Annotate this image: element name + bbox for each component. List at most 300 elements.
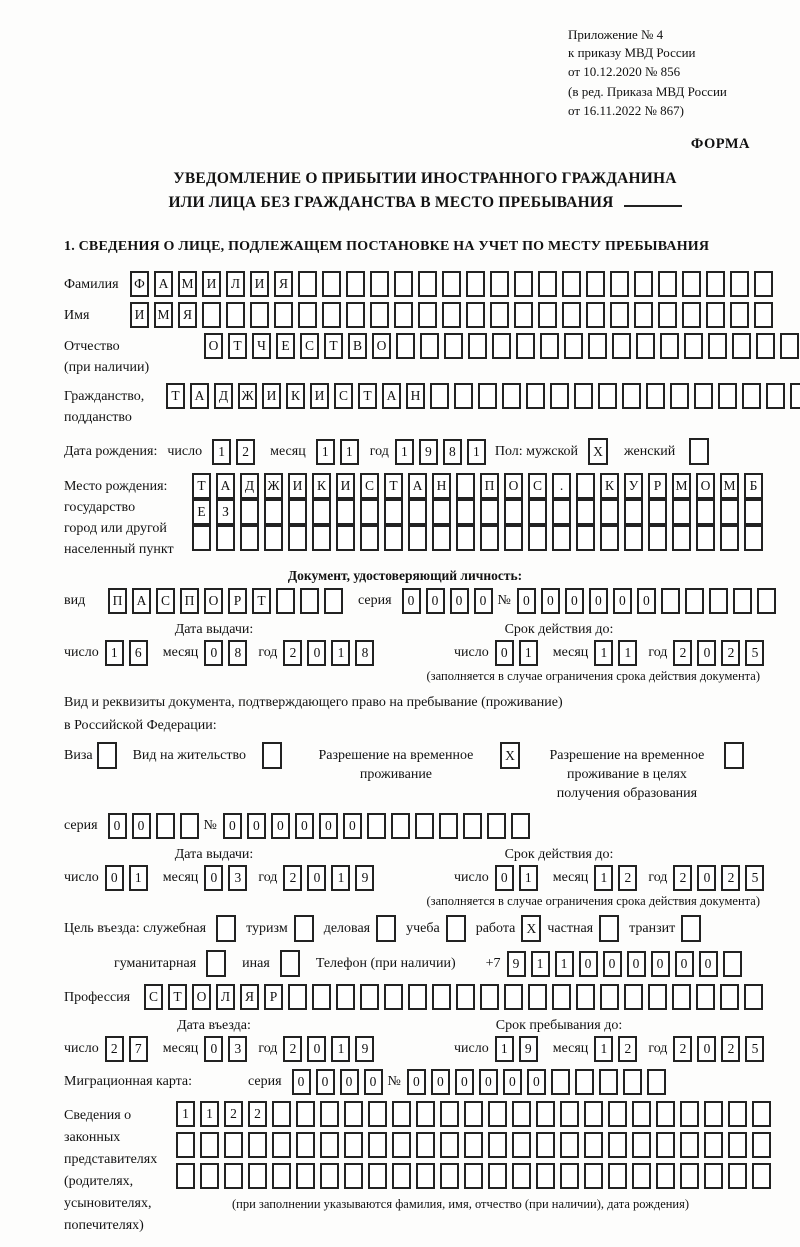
form-cell[interactable]: [560, 1132, 579, 1158]
form-cell[interactable]: П: [108, 588, 127, 614]
form-cell[interactable]: [661, 588, 680, 614]
form-cell[interactable]: 1: [594, 1036, 613, 1062]
form-cell[interactable]: [584, 1163, 603, 1189]
form-cell[interactable]: А: [216, 473, 235, 499]
form-cell[interactable]: [298, 271, 317, 297]
form-cell[interactable]: [392, 1132, 411, 1158]
form-cell[interactable]: 2: [105, 1036, 124, 1062]
form-cell[interactable]: [512, 1132, 531, 1158]
form-cell[interactable]: [312, 984, 331, 1010]
form-cell[interactable]: [511, 813, 530, 839]
temp-residence-checkbox[interactable]: X: [500, 742, 520, 769]
form-cell[interactable]: М: [154, 302, 173, 328]
form-cell[interactable]: 0: [132, 813, 151, 839]
form-cell[interactable]: 1: [495, 1036, 514, 1062]
visa-checkbox[interactable]: [97, 742, 117, 769]
form-cell[interactable]: [730, 271, 749, 297]
form-cell[interactable]: [632, 1163, 651, 1189]
form-cell[interactable]: Е: [192, 499, 211, 525]
form-cell[interactable]: 0: [675, 951, 694, 977]
form-cell[interactable]: Ж: [264, 473, 283, 499]
form-cell[interactable]: [757, 588, 776, 614]
form-cell[interactable]: 1: [129, 865, 148, 891]
form-cell[interactable]: 0: [603, 951, 622, 977]
form-cell[interactable]: [526, 383, 545, 409]
form-cell[interactable]: [685, 588, 704, 614]
form-cell[interactable]: 9: [419, 439, 438, 465]
form-cell[interactable]: [392, 1101, 411, 1127]
form-cell[interactable]: [444, 333, 463, 359]
form-cell[interactable]: [696, 499, 715, 525]
form-cell[interactable]: [744, 499, 763, 525]
form-cell[interactable]: 2: [673, 640, 692, 666]
form-cell[interactable]: [656, 1101, 675, 1127]
form-cell[interactable]: [320, 1132, 339, 1158]
form-cell[interactable]: [744, 525, 763, 551]
form-cell[interactable]: Д: [214, 383, 233, 409]
form-cell[interactable]: [466, 271, 485, 297]
form-cell[interactable]: [456, 984, 475, 1010]
form-cell[interactable]: Т: [252, 588, 271, 614]
form-cell[interactable]: [742, 383, 761, 409]
form-cell[interactable]: [490, 302, 509, 328]
form-cell[interactable]: Н: [406, 383, 425, 409]
form-cell[interactable]: [288, 984, 307, 1010]
form-cell[interactable]: [408, 499, 427, 525]
form-cell[interactable]: 2: [618, 1036, 637, 1062]
form-cell[interactable]: Л: [226, 271, 245, 297]
form-cell[interactable]: Я: [274, 271, 293, 297]
form-cell[interactable]: [312, 499, 331, 525]
form-cell[interactable]: [552, 984, 571, 1010]
form-cell[interactable]: 0: [450, 588, 469, 614]
form-cell[interactable]: 1: [200, 1101, 219, 1127]
form-cell[interactable]: С: [360, 473, 379, 499]
form-cell[interactable]: 0: [108, 813, 127, 839]
form-cell[interactable]: [312, 525, 331, 551]
form-cell[interactable]: 0: [565, 588, 584, 614]
form-cell[interactable]: [728, 1101, 747, 1127]
form-cell[interactable]: [528, 525, 547, 551]
form-cell[interactable]: [586, 271, 605, 297]
form-cell[interactable]: [322, 302, 341, 328]
form-cell[interactable]: [682, 302, 701, 328]
form-cell[interactable]: [538, 271, 557, 297]
form-cell[interactable]: [456, 473, 475, 499]
form-cell[interactable]: 9: [355, 865, 374, 891]
form-cell[interactable]: 8: [443, 439, 462, 465]
form-cell[interactable]: [648, 525, 667, 551]
form-cell[interactable]: [660, 333, 679, 359]
form-cell[interactable]: Н: [432, 473, 451, 499]
form-cell[interactable]: [612, 333, 631, 359]
form-cell[interactable]: Т: [168, 984, 187, 1010]
form-cell[interactable]: [600, 525, 619, 551]
form-cell[interactable]: [632, 1101, 651, 1127]
form-cell[interactable]: А: [382, 383, 401, 409]
form-cell[interactable]: Р: [264, 984, 283, 1010]
form-cell[interactable]: [728, 1132, 747, 1158]
form-cell[interactable]: [488, 1163, 507, 1189]
form-cell[interactable]: 2: [721, 1036, 740, 1062]
form-cell[interactable]: [672, 525, 691, 551]
form-cell[interactable]: 0: [292, 1069, 311, 1095]
form-cell[interactable]: О: [204, 333, 223, 359]
form-cell[interactable]: [288, 499, 307, 525]
form-cell[interactable]: 1: [331, 1036, 350, 1062]
form-cell[interactable]: С: [334, 383, 353, 409]
form-cell[interactable]: [656, 1132, 675, 1158]
form-cell[interactable]: 8: [228, 640, 247, 666]
form-cell[interactable]: [766, 383, 785, 409]
form-cell[interactable]: Б: [744, 473, 763, 499]
form-cell[interactable]: 1: [594, 865, 613, 891]
form-cell[interactable]: [156, 813, 175, 839]
form-cell[interactable]: У: [624, 473, 643, 499]
form-cell[interactable]: С: [300, 333, 319, 359]
form-cell[interactable]: 2: [618, 865, 637, 891]
form-cell[interactable]: 1: [340, 439, 359, 465]
form-cell[interactable]: [622, 383, 641, 409]
form-cell[interactable]: [430, 383, 449, 409]
form-cell[interactable]: [288, 525, 307, 551]
form-cell[interactable]: И: [130, 302, 149, 328]
form-cell[interactable]: 2: [283, 865, 302, 891]
form-cell[interactable]: [264, 525, 283, 551]
form-cell[interactable]: [599, 1069, 618, 1095]
form-cell[interactable]: [608, 1101, 627, 1127]
form-cell[interactable]: И: [310, 383, 329, 409]
form-cell[interactable]: [634, 302, 653, 328]
form-cell[interactable]: [296, 1132, 315, 1158]
form-cell[interactable]: [754, 302, 773, 328]
purpose-study-checkbox[interactable]: [446, 915, 466, 942]
form-cell[interactable]: [192, 525, 211, 551]
form-cell[interactable]: [464, 1163, 483, 1189]
form-cell[interactable]: [463, 813, 482, 839]
form-cell[interactable]: 5: [745, 640, 764, 666]
form-cell[interactable]: [368, 1163, 387, 1189]
form-cell[interactable]: Т: [324, 333, 343, 359]
form-cell[interactable]: [176, 1132, 195, 1158]
form-cell[interactable]: 1: [331, 865, 350, 891]
form-cell[interactable]: 0: [495, 640, 514, 666]
form-cell[interactable]: [360, 984, 379, 1010]
form-cell[interactable]: 0: [589, 588, 608, 614]
form-cell[interactable]: 1: [316, 439, 335, 465]
form-cell[interactable]: [512, 1101, 531, 1127]
form-cell[interactable]: 0: [105, 865, 124, 891]
form-cell[interactable]: 0: [247, 813, 266, 839]
form-cell[interactable]: [384, 525, 403, 551]
form-cell[interactable]: 0: [364, 1069, 383, 1095]
sex-male-checkbox[interactable]: X: [588, 438, 608, 465]
form-cell[interactable]: 2: [236, 439, 255, 465]
form-cell[interactable]: 0: [431, 1069, 450, 1095]
form-cell[interactable]: И: [288, 473, 307, 499]
temp-residence-edu-checkbox[interactable]: [724, 742, 744, 769]
form-cell[interactable]: [550, 383, 569, 409]
form-cell[interactable]: [487, 813, 506, 839]
form-cell[interactable]: 0: [204, 640, 223, 666]
form-cell[interactable]: 0: [204, 865, 223, 891]
form-cell[interactable]: 1: [531, 951, 550, 977]
form-cell[interactable]: [346, 302, 365, 328]
form-cell[interactable]: Ф: [130, 271, 149, 297]
form-cell[interactable]: [658, 302, 677, 328]
form-cell[interactable]: К: [286, 383, 305, 409]
form-cell[interactable]: [610, 302, 629, 328]
form-cell[interactable]: [464, 1132, 483, 1158]
form-cell[interactable]: [274, 302, 293, 328]
form-cell[interactable]: [720, 499, 739, 525]
form-cell[interactable]: 0: [697, 640, 716, 666]
form-cell[interactable]: О: [192, 984, 211, 1010]
form-cell[interactable]: [780, 333, 799, 359]
form-cell[interactable]: [248, 1132, 267, 1158]
form-cell[interactable]: [488, 1132, 507, 1158]
form-cell[interactable]: Р: [648, 473, 667, 499]
purpose-tourism-checkbox[interactable]: [294, 915, 314, 942]
form-cell[interactable]: [720, 984, 739, 1010]
form-cell[interactable]: [202, 302, 221, 328]
form-cell[interactable]: [240, 499, 259, 525]
form-cell[interactable]: И: [336, 473, 355, 499]
form-cell[interactable]: [696, 984, 715, 1010]
form-cell[interactable]: 0: [699, 951, 718, 977]
form-cell[interactable]: [367, 813, 386, 839]
form-cell[interactable]: 0: [307, 865, 326, 891]
form-cell[interactable]: [586, 302, 605, 328]
form-cell[interactable]: 0: [627, 951, 646, 977]
form-cell[interactable]: [744, 984, 763, 1010]
form-cell[interactable]: [632, 1132, 651, 1158]
form-cell[interactable]: [216, 525, 235, 551]
form-cell[interactable]: [538, 302, 557, 328]
form-cell[interactable]: 0: [517, 588, 536, 614]
form-cell[interactable]: И: [250, 271, 269, 297]
form-cell[interactable]: [694, 383, 713, 409]
form-cell[interactable]: .: [552, 473, 571, 499]
form-cell[interactable]: [440, 1132, 459, 1158]
form-cell[interactable]: [752, 1132, 771, 1158]
form-cell[interactable]: 0: [343, 813, 362, 839]
form-cell[interactable]: [392, 1163, 411, 1189]
form-cell[interactable]: С: [528, 473, 547, 499]
form-cell[interactable]: О: [372, 333, 391, 359]
form-cell[interactable]: К: [312, 473, 331, 499]
form-cell[interactable]: [418, 271, 437, 297]
form-cell[interactable]: [733, 588, 752, 614]
form-cell[interactable]: [324, 588, 343, 614]
form-cell[interactable]: 1: [395, 439, 414, 465]
form-cell[interactable]: 2: [673, 1036, 692, 1062]
form-cell[interactable]: З: [216, 499, 235, 525]
form-cell[interactable]: [480, 499, 499, 525]
form-cell[interactable]: [564, 333, 583, 359]
form-cell[interactable]: 2: [283, 1036, 302, 1062]
form-cell[interactable]: Т: [358, 383, 377, 409]
form-cell[interactable]: 2: [224, 1101, 243, 1127]
form-cell[interactable]: [336, 525, 355, 551]
form-cell[interactable]: 0: [637, 588, 656, 614]
form-cell[interactable]: [623, 1069, 642, 1095]
form-cell[interactable]: 2: [673, 865, 692, 891]
form-cell[interactable]: [480, 984, 499, 1010]
form-cell[interactable]: [636, 333, 655, 359]
form-cell[interactable]: [584, 1101, 603, 1127]
form-cell[interactable]: [420, 333, 439, 359]
form-cell[interactable]: 9: [355, 1036, 374, 1062]
form-cell[interactable]: [718, 383, 737, 409]
form-cell[interactable]: [516, 333, 535, 359]
form-cell[interactable]: [224, 1132, 243, 1158]
purpose-official-checkbox[interactable]: [216, 915, 236, 942]
form-cell[interactable]: [394, 302, 413, 328]
form-cell[interactable]: П: [480, 473, 499, 499]
form-cell[interactable]: [648, 984, 667, 1010]
form-cell[interactable]: [250, 302, 269, 328]
form-cell[interactable]: [415, 813, 434, 839]
form-cell[interactable]: [468, 333, 487, 359]
form-cell[interactable]: 0: [651, 951, 670, 977]
form-cell[interactable]: [296, 1163, 315, 1189]
form-cell[interactable]: [560, 1163, 579, 1189]
form-cell[interactable]: [540, 333, 559, 359]
form-cell[interactable]: [224, 1163, 243, 1189]
form-cell[interactable]: [200, 1163, 219, 1189]
form-cell[interactable]: 0: [503, 1069, 522, 1095]
form-cell[interactable]: [180, 813, 199, 839]
form-cell[interactable]: [442, 302, 461, 328]
form-cell[interactable]: [634, 271, 653, 297]
form-cell[interactable]: 1: [594, 640, 613, 666]
form-cell[interactable]: 0: [307, 640, 326, 666]
form-cell[interactable]: [720, 525, 739, 551]
form-cell[interactable]: [394, 271, 413, 297]
form-cell[interactable]: 3: [228, 865, 247, 891]
form-cell[interactable]: [730, 302, 749, 328]
form-cell[interactable]: 0: [495, 865, 514, 891]
sex-female-checkbox[interactable]: [689, 438, 709, 465]
form-cell[interactable]: [680, 1132, 699, 1158]
form-cell[interactable]: [656, 1163, 675, 1189]
form-cell[interactable]: [370, 271, 389, 297]
form-cell[interactable]: А: [154, 271, 173, 297]
form-cell[interactable]: М: [178, 271, 197, 297]
form-cell[interactable]: [672, 499, 691, 525]
form-cell[interactable]: [706, 271, 725, 297]
form-cell[interactable]: [552, 525, 571, 551]
form-cell[interactable]: [648, 499, 667, 525]
form-cell[interactable]: [384, 499, 403, 525]
form-cell[interactable]: 1: [555, 951, 574, 977]
form-cell[interactable]: [670, 383, 689, 409]
form-cell[interactable]: 5: [745, 1036, 764, 1062]
form-cell[interactable]: [240, 525, 259, 551]
form-cell[interactable]: [488, 1101, 507, 1127]
form-cell[interactable]: 8: [355, 640, 374, 666]
purpose-humanitarian-checkbox[interactable]: [206, 950, 226, 977]
form-cell[interactable]: 0: [541, 588, 560, 614]
form-cell[interactable]: [624, 984, 643, 1010]
form-cell[interactable]: 0: [204, 1036, 223, 1062]
form-cell[interactable]: [456, 499, 475, 525]
form-cell[interactable]: 1: [519, 865, 538, 891]
form-cell[interactable]: 0: [340, 1069, 359, 1095]
form-cell[interactable]: 0: [613, 588, 632, 614]
form-cell[interactable]: [560, 1101, 579, 1127]
form-cell[interactable]: [732, 333, 751, 359]
form-cell[interactable]: [514, 271, 533, 297]
form-cell[interactable]: [754, 271, 773, 297]
form-cell[interactable]: [552, 499, 571, 525]
form-cell[interactable]: А: [190, 383, 209, 409]
form-cell[interactable]: [408, 984, 427, 1010]
form-cell[interactable]: [466, 302, 485, 328]
form-cell[interactable]: [432, 984, 451, 1010]
form-cell[interactable]: [574, 383, 593, 409]
form-cell[interactable]: [536, 1101, 555, 1127]
form-cell[interactable]: Т: [166, 383, 185, 409]
form-cell[interactable]: [344, 1132, 363, 1158]
form-cell[interactable]: [360, 525, 379, 551]
form-cell[interactable]: [408, 525, 427, 551]
form-cell[interactable]: [647, 1069, 666, 1095]
form-cell[interactable]: [658, 271, 677, 297]
form-cell[interactable]: [416, 1101, 435, 1127]
form-cell[interactable]: [682, 271, 701, 297]
form-cell[interactable]: [504, 525, 523, 551]
form-cell[interactable]: С: [156, 588, 175, 614]
form-cell[interactable]: [492, 333, 511, 359]
form-cell[interactable]: [464, 1101, 483, 1127]
form-cell[interactable]: [432, 525, 451, 551]
form-cell[interactable]: [790, 383, 800, 409]
form-cell[interactable]: 0: [426, 588, 445, 614]
form-cell[interactable]: [368, 1132, 387, 1158]
form-cell[interactable]: [300, 588, 319, 614]
form-cell[interactable]: 0: [479, 1069, 498, 1095]
form-cell[interactable]: 0: [527, 1069, 546, 1095]
form-cell[interactable]: Т: [228, 333, 247, 359]
form-cell[interactable]: О: [696, 473, 715, 499]
purpose-private-checkbox[interactable]: [599, 915, 619, 942]
form-cell[interactable]: [336, 984, 355, 1010]
form-cell[interactable]: 3: [228, 1036, 247, 1062]
form-cell[interactable]: [384, 984, 403, 1010]
form-cell[interactable]: [704, 1163, 723, 1189]
form-cell[interactable]: [624, 525, 643, 551]
form-cell[interactable]: 1: [331, 640, 350, 666]
form-cell[interactable]: [706, 302, 725, 328]
form-cell[interactable]: Р: [228, 588, 247, 614]
form-cell[interactable]: 1: [105, 640, 124, 666]
form-cell[interactable]: [272, 1132, 291, 1158]
form-cell[interactable]: О: [504, 473, 523, 499]
form-cell[interactable]: [442, 271, 461, 297]
form-cell[interactable]: 1: [519, 640, 538, 666]
form-cell[interactable]: Т: [192, 473, 211, 499]
form-cell[interactable]: 0: [319, 813, 338, 839]
form-cell[interactable]: [344, 1163, 363, 1189]
form-cell[interactable]: [576, 473, 595, 499]
form-cell[interactable]: [610, 271, 629, 297]
form-cell[interactable]: [608, 1163, 627, 1189]
form-cell[interactable]: [680, 1163, 699, 1189]
form-cell[interactable]: [320, 1101, 339, 1127]
form-cell[interactable]: [346, 271, 365, 297]
